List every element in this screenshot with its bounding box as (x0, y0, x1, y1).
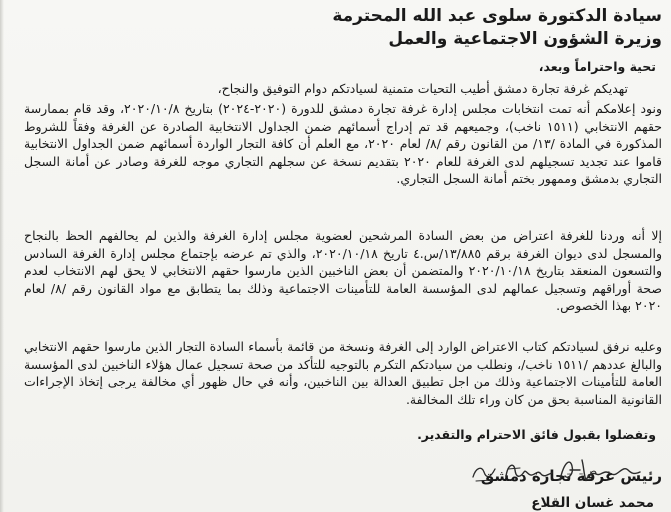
paragraph-request: وعليه نرفق لسيادتكم كتاب الاعتراض الوارد إلى الغرفة ونسخة من قائمة بأسماء السادة التجار الذين مارسوا حقهم الانتخابي والبالغ عددهم /١٥١١ ناخب/، ونطلب من سيادتكم التكرم بالتوجيه للتأكد من صحة تسجيل عمال هؤلاء الناخبين لدى المؤسسة العامة للتأمينات الاجتماعية وذلك من اجل تطبيق العدالة بين الناخبين، وأنه في حال ظهور أي مخالفة يرجى إتخاذ الإجراءات القانونية المناسبة بحق من كان وراء تلك المخالفة. (24, 339, 662, 407)
signer-title: رئيس غرفة تجارة دمشق (480, 467, 662, 485)
signer-name: محمد غسان القلاع (531, 495, 654, 511)
paragraph-objection: إلا أنه وردنا للغرفة اعتراض من بعض السادة المرشحين لعضوية مجلس إدارة الغرفة والذين لم يحالفهم الحظ بالنجاح والمسجل لدى ديوان الغرفة برقم ١٣/٨٨٥/س.٤ تاريخ ٢٠٢٠/١٠/١٨، والذي تم عرضه بإجتماع مجلس إدارة الغرفة السادس والتسعون المنعقد بتاريخ ٢٠٢٠/١٠/١٨ والمتضمن أن بعض الناخبين الذين مارسوا حقهم الانتخابي لا يحق لهم الانتخاب لعدم صحة أوراقهم وتسجيل عمالهم لدى المؤسسة العامة للتأمينات الاجتماعية وذلك بما يتطابق مع مواد القانون رقم /٨/ لعام ٢٠٢٠ بهذا الخصوص. (24, 228, 662, 314)
paper-edge (0, 0, 4, 512)
closing-line: وتفضلوا بقبول فائق الاحترام والتقدير. (417, 427, 656, 442)
letter-body (18, 0, 662, 512)
intro-line: تهديكم غرفة تجارة دمشق أطيب التحيات متمنية لسيادتكم دوام التوفيق والنجاح، (217, 81, 628, 96)
handwritten-signature (468, 452, 658, 492)
paragraph-elections: ونود إعلامكم أنه تمت انتخابات مجلس إدارة غرفة تجارة دمشق للدورة (٢٠٢٠-٢٠٢٤) بتاريخ ٢٠٢٠/١٠/٨، وقد قام بممارسة حقهم الانتخابي (١٥١١ ناخب)، وجميعهم قد تم إدراج أسمائهم ضمن الجداول الانتخابية الصادرة عن الغرفة وفقاً للشروط المذكورة في المادة /١٣/ من القانون رقم /٨/ لعام ٢٠٢٠، مع العلم أن كافة التجار الواردة أسمائهم ضمن الجداول الانتخابية قاموا عند تجديد تسجيلهم لدى الغرفة للعام ٢٠٢٠ بتقديم نسخة عن سجلهم التجاري موجه للغرفة وصادر عن أمانة السجل التجاري بدمشق وممهور بختم أمانة السجل التجاري. (24, 101, 663, 187)
greeting: تحية واحتراماً وبعد، (538, 59, 656, 74)
recipient-title: وزيرة الشؤون الاجتماعية والعمل (388, 29, 662, 49)
recipient-name: سيادة الدكتورة سلوى عبد الله المحترمة (332, 6, 662, 26)
